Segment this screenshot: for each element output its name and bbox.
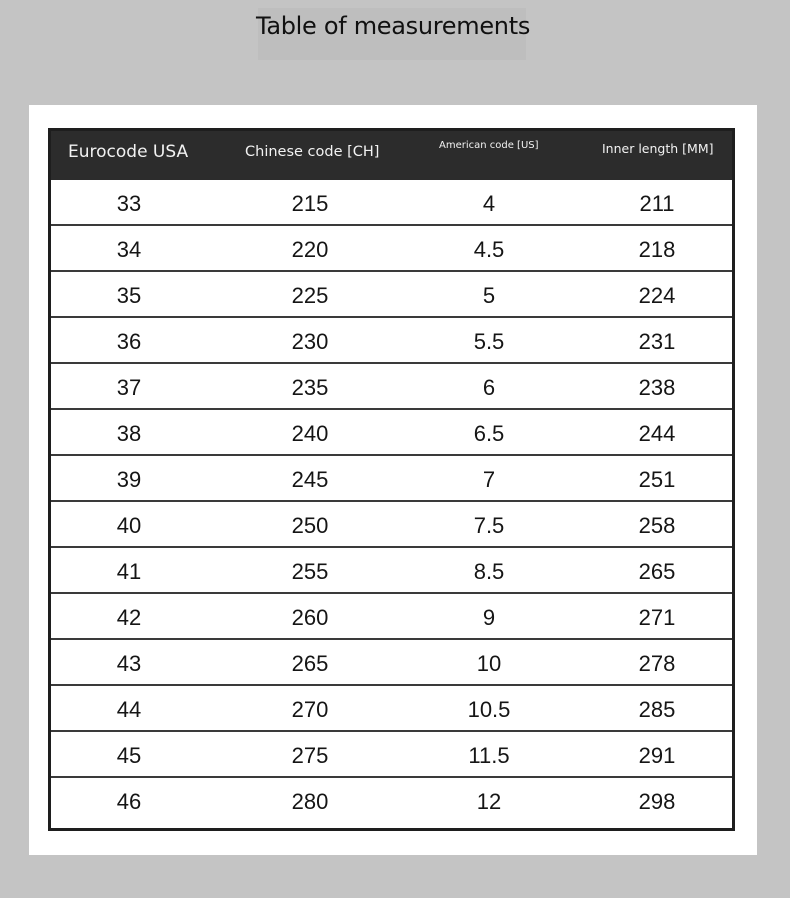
- cell-eurocode: 40: [116, 513, 142, 538]
- table-row: [51, 180, 732, 226]
- cell-american-code: 11.5: [468, 743, 510, 768]
- cell-inner-length: 291: [638, 743, 676, 768]
- cell-chinese-code: 260: [291, 605, 329, 630]
- table-row: [51, 548, 732, 594]
- cell-inner-length: 278: [638, 651, 676, 676]
- cell-american-code: 7.5: [473, 513, 505, 538]
- cell-inner-length: 211: [639, 191, 675, 216]
- measurements-table: [48, 128, 735, 831]
- cell-eurocode: 41: [116, 559, 142, 584]
- cell-eurocode: 33: [116, 191, 142, 216]
- page-title: Table of measurements: [255, 12, 531, 40]
- cell-american-code: 10.5: [467, 697, 511, 722]
- header-inner-length: Inner length [MM]: [602, 141, 714, 156]
- table-row: [51, 502, 732, 548]
- cell-american-code: 6.5: [473, 421, 505, 446]
- cell-inner-length: 251: [638, 467, 676, 492]
- cell-inner-length: 244: [638, 421, 676, 446]
- cell-chinese-code: 250: [291, 513, 329, 538]
- cell-american-code: 5: [482, 283, 496, 308]
- table-row: [51, 686, 732, 732]
- cell-inner-length: 238: [638, 375, 676, 400]
- cell-chinese-code: 280: [291, 789, 329, 814]
- header-eurocode: Eurocode USA: [68, 141, 189, 162]
- cell-eurocode: 34: [116, 237, 142, 262]
- table-row: [51, 226, 732, 272]
- cell-inner-length: 258: [638, 513, 676, 538]
- cell-inner-length: 231: [638, 329, 676, 354]
- cell-american-code: 8.5: [473, 559, 505, 584]
- cell-chinese-code: 230: [291, 329, 329, 354]
- table-row: [51, 364, 732, 410]
- header-chinese-code: Chinese code [CH]: [245, 143, 380, 160]
- cell-chinese-code: 240: [291, 421, 329, 446]
- table-body: [51, 180, 732, 822]
- cell-chinese-code: 225: [291, 283, 329, 308]
- cell-american-code: 4: [482, 191, 496, 216]
- table-row: [51, 594, 732, 640]
- cell-eurocode: 42: [116, 605, 142, 630]
- cell-chinese-code: 235: [291, 375, 329, 400]
- cell-american-code: 9: [482, 605, 496, 630]
- table-row: [51, 318, 732, 364]
- table-header: [51, 131, 732, 178]
- cell-eurocode: 46: [116, 789, 142, 814]
- cell-chinese-code: 245: [291, 467, 329, 492]
- cell-american-code: 7: [482, 467, 496, 492]
- table-row: [51, 456, 732, 502]
- table-row: [51, 732, 732, 778]
- cell-american-code: 12: [476, 789, 502, 814]
- table-row: [51, 410, 732, 456]
- cell-eurocode: 37: [116, 375, 142, 400]
- cell-inner-length: 298: [638, 789, 676, 814]
- cell-eurocode: 38: [116, 421, 142, 446]
- cell-eurocode: 35: [116, 283, 142, 308]
- cell-eurocode: 44: [116, 697, 142, 722]
- cell-eurocode: 43: [116, 651, 142, 676]
- cell-inner-length: 224: [638, 283, 676, 308]
- table-row: [51, 640, 732, 686]
- cell-chinese-code: 265: [291, 651, 329, 676]
- cell-inner-length: 265: [638, 559, 676, 584]
- cell-chinese-code: 215: [291, 191, 329, 216]
- cell-american-code: 6: [482, 375, 496, 400]
- cell-eurocode: 36: [116, 329, 142, 354]
- cell-inner-length: 218: [638, 237, 676, 262]
- cell-eurocode: 39: [116, 467, 142, 492]
- cell-eurocode: 45: [116, 743, 142, 768]
- cell-chinese-code: 220: [291, 237, 329, 262]
- header-american-code: American code [US]: [439, 140, 539, 151]
- cell-american-code: 10: [476, 651, 502, 676]
- table-row: [51, 272, 732, 318]
- cell-inner-length: 271: [638, 605, 676, 630]
- cell-inner-length: 285: [638, 697, 676, 722]
- cell-american-code: 5.5: [473, 329, 505, 354]
- cell-chinese-code: 255: [291, 559, 329, 584]
- table-row: [51, 778, 732, 822]
- cell-american-code: 4.5: [473, 237, 505, 262]
- cell-chinese-code: 275: [291, 743, 329, 768]
- cell-chinese-code: 270: [291, 697, 329, 722]
